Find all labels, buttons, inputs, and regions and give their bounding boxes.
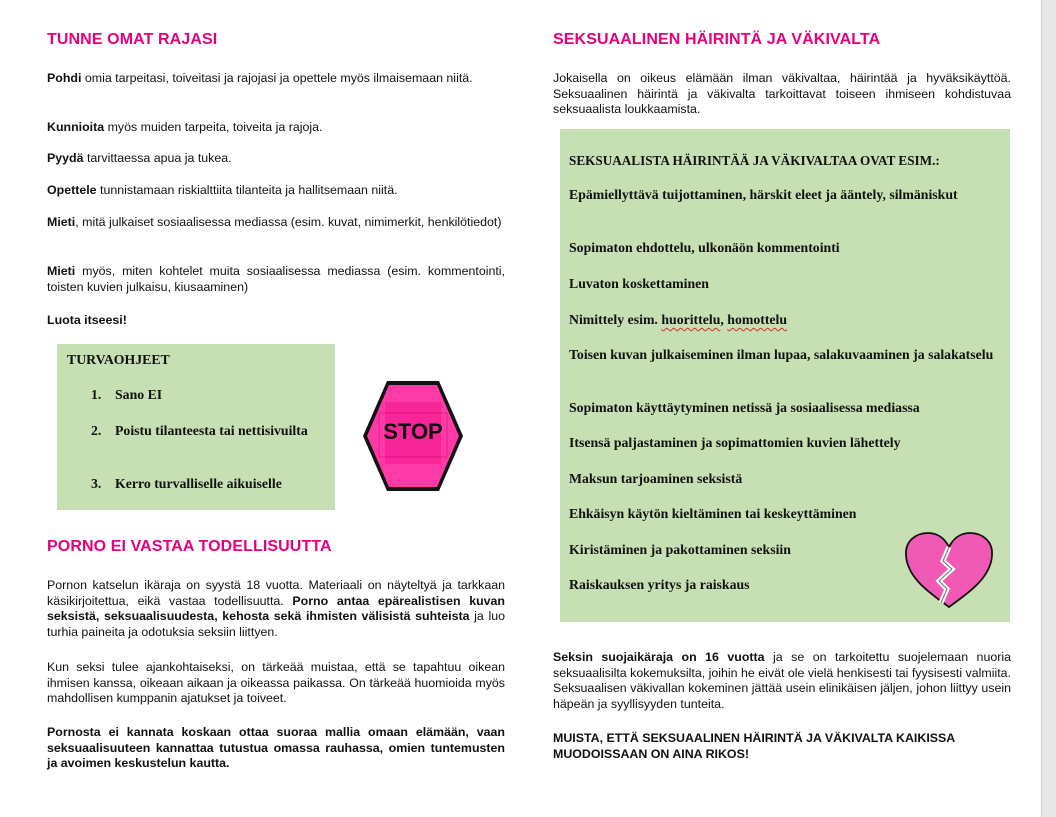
tip-learn: Opettele tunnistamaan riskialttiita tilanteita ja hallitsemaan niitä. (47, 183, 398, 197)
examples-title: SEKSUAALISTA HÄIRINTÄÄ JA VÄKIVALTAA OVAT ESIM.: (569, 153, 940, 168)
safety-title: TURVAOHJEET (67, 352, 170, 367)
step-say-no: Sano EI (115, 387, 163, 402)
stop-label: STOP (383, 419, 443, 444)
step-number: 2. (91, 423, 102, 438)
tip-think-publish: Mieti, mitä julkaiset sosiaalisessa mediassa (esim. kuvat, nimimerkit, henkilötiedot) (47, 215, 502, 229)
example-photo-sharing: Toisen kuvan julkaiseminen ilman lupaa, salakuvaaminen ja salakatselu (569, 347, 994, 362)
window-scrollbar[interactable] (1041, 0, 1056, 817)
stop-sign-icon (361, 379, 465, 493)
example-rape: Raiskauksen yritys ja raiskaus (569, 577, 750, 592)
heading-porn: PORNO EI VASTAA TODELLISUUTTA (47, 538, 332, 555)
tip-think-treat: Mieti myös, miten kohtelet muita sosiaalisessa mediassa (esim. kommentointi, toisten kuvien julkaisu, kiusaaminen) (47, 264, 505, 294)
porn-paragraph-2: Kun seksi tulee ajankohtaiseksi, on tärkeää muistaa, että se tapahtuu oikean ihmisen kanssa, oikeaan aikaan ja oikeassa paikassa. On tärkeää huomioida myös mahdollisen kumppanin ajatukset ja toiveet. (47, 660, 505, 705)
example-touching: Luvaton koskettaminen (569, 276, 709, 291)
crime-warning: MUISTA, ETTÄ SEKSUAALINEN HÄIRINTÄ JA VÄKIVALTA KAIKISSA MUODOISSAAN ON AINA RIKOS! (553, 731, 955, 761)
example-contraception: Ehkäisyn käytön kieltäminen tai keskeyttäminen (569, 506, 857, 521)
porn-paragraph-3: Pornosta ei kannata koskaan ottaa suoraa mallia omaan elämään, vaan seksuaalisuuteen kannattaa tutustua omassa rauhassa, omien tuntemusten ja avoimen keskustelun kautta. (47, 725, 505, 770)
example-name-calling: Nimittely esim. huorittelu, homottelu (569, 312, 788, 327)
example-exposing: Itsensä paljastaminen ja sopimattomien kuvien lähettely (569, 435, 901, 450)
example-payment: Maksun tarjoaminen seksistä (569, 471, 743, 486)
harassment-intro: Jokaisella on oikeus elämään ilman väkivaltaa, häirintää ja hyväksikäyttöä. Seksuaalinen häirintä ja väkivalta tarkoittavat toiseen ihmiseen kohdistuvaa seksuaalista loukkaamista. (553, 71, 1011, 116)
tip-respect: Kunnioita myös muiden tarpeita, toiveita ja rajoja. (47, 120, 323, 134)
example-coercion: Kiristäminen ja pakottaminen seksiin (569, 542, 791, 557)
step-number: 1. (91, 387, 102, 402)
step-tell-adult: Kerro turvalliselle aikuiselle (115, 476, 282, 491)
broken-heart-icon (903, 531, 995, 609)
tip-reflect: Pohdi omia tarpeitasi, toiveitasi ja rajojasi ja opettele myös ilmaisemaan niitä. (47, 71, 473, 85)
example-staring: Epämiellyttävä tuijottaminen, härskit eleet ja ääntely, silmäniskut (569, 187, 958, 202)
step-leave: Poistu tilanteesta tai nettisivuilta (115, 423, 308, 438)
tip-ask-help: Pyydä tarvittaessa apua ja tukea. (47, 151, 232, 165)
heading-boundaries: TUNNE OMAT RAJASI (47, 31, 218, 48)
heading-harassment: SEKSUAALINEN HÄIRINTÄ JA VÄKIVALTA (553, 31, 881, 48)
age-of-consent-paragraph: Seksin suojaikäraja on 16 vuotta ja se on tarkoitettu suojelemaan nuoria seksuaalisilta kokemuksilta, joihin he eivät ole vielä henkisesti tai fyysisesti valmiita. Seksuaalisen väkivallan kokeminen jättää usein elinikäisen jäljen, johon liittyy usein häpeän ja syyllisyyden tunteita. (553, 650, 1012, 711)
safety-instructions-box (57, 344, 335, 510)
step-number: 3. (91, 476, 102, 491)
example-propositioning: Sopimaton ehdottelu, ulkonäön kommentointi (569, 240, 840, 255)
tip-trust: Luota itseesi! (47, 313, 127, 327)
example-online-behaviour: Sopimaton käyttäytyminen netissä ja sosiaalisessa mediassa (569, 400, 920, 415)
porn-paragraph-1: Pornon katselun ikäraja on syystä 18 vuotta. Materiaali on näyteltyä ja tarkkaan käsikirjoitettua, eikä vastaa todellisuutta. Porno antaa epärealistisen kuvan seksistä, seksuaalisuudesta, kehosta sekä ihmisten välisistä suhteista ja luo turhia paineita ja odotuksia seksiin liittyen. (47, 578, 506, 639)
